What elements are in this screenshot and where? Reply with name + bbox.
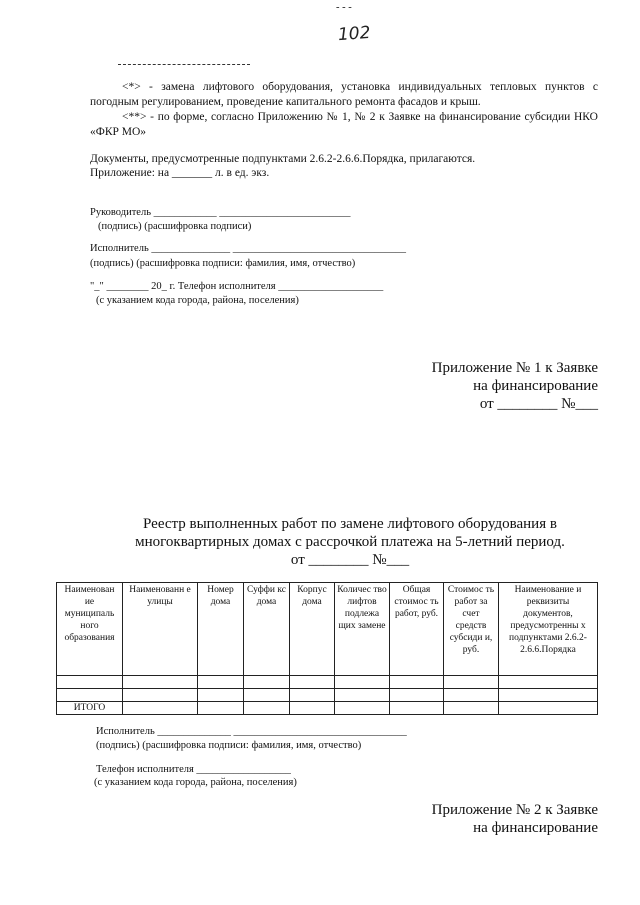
appendix1-line2: на финансирование	[473, 378, 598, 394]
total-label: ИТОГО	[57, 702, 123, 715]
appendix1-line1: Приложение № 1 к Заявке	[431, 360, 598, 376]
table-total-row	[57, 702, 598, 715]
footnote-star2: <**> - по форме, согласно Приложению № 1, № 2 к Заявке на финансирование субсидии НКО «ФКР МО»	[90, 111, 598, 138]
executor-signature-caption: (подпись) (расшифровка подписи: фамилия, имя, отчество)	[90, 258, 356, 269]
col-header-house-suffix: Суффи кс дома	[244, 583, 290, 676]
documents-line: Документы, предусмотренные подпунктами 2.6.2-2.6.6.Порядка, прилагаются.	[90, 153, 476, 165]
head-signature-line: Руководитель ____________ _________________________	[90, 207, 351, 218]
register-header-row	[57, 583, 598, 676]
footnote-star1: <*> - замена лифтового оборудования, установка индивидуальных тепловых пунктов с погодным регулированием, проведение капитального ремонта фасадов и крыш.	[90, 81, 598, 108]
phone2-line: Телефон исполнителя __________________	[96, 764, 291, 775]
attachment-line: Приложение: на _______ л. в ед. экз.	[90, 167, 270, 179]
executor2-signature-caption: (подпись) (расшифровка подписи: фамилия, имя, отчество)	[96, 740, 362, 751]
head-signature-caption: (подпись) (расшифровка подписи)	[98, 221, 252, 232]
col-header-building: Корпус дома	[290, 583, 335, 676]
phone2-caption: (с указанием кода города, района, поселения)	[94, 777, 297, 788]
appendix2-line1: Приложение № 2 к Заявке	[431, 802, 598, 818]
appendix1-line3: от ________ №___	[479, 396, 598, 412]
register-table	[56, 582, 598, 715]
executor2-signature-line: Исполнитель ______________ _________________________________	[96, 726, 407, 737]
register-title-line1: Реестр выполненных работ по замене лифтового оборудования в	[143, 516, 557, 532]
appendix2-line2: на финансирование	[473, 820, 598, 836]
executor-signature-line: Исполнитель _______________ _________________________________	[90, 243, 406, 254]
table-row	[57, 676, 598, 689]
page-mark: - - -	[336, 2, 352, 13]
col-header-street: Наименованн е улицы	[123, 583, 198, 676]
col-header-total-cost: Общая стоимос ть работ, руб.	[390, 583, 444, 676]
page-number-handwritten: 102	[337, 22, 372, 46]
register-title-line2: многоквартирных домах с рассрочкой платежа на 5-летний период.	[135, 534, 565, 550]
date-phone-caption: (с указанием кода города, района, поселения)	[96, 295, 299, 306]
col-header-subsidy-cost: Стоимос ть работ за счет средств субсиди и, руб.	[444, 583, 499, 676]
table-row	[57, 689, 598, 702]
register-title-line3: от ________ №___	[290, 552, 410, 568]
col-header-lift-count: Количес тво лифтов подлежа щих замене	[335, 583, 390, 676]
col-header-municipality: Наименован ие муниципаль ного образования	[57, 583, 123, 676]
footnote-separator	[118, 64, 250, 65]
date-phone-line: "_" ________ 20_ г. Телефон исполнителя ____________________	[90, 281, 384, 292]
col-header-house-number: Номер дома	[198, 583, 244, 676]
col-header-documents: Наименование и реквизиты документов, предусмотренны х подпунктами 2.6.2-2.6.6.Порядка	[499, 583, 598, 676]
